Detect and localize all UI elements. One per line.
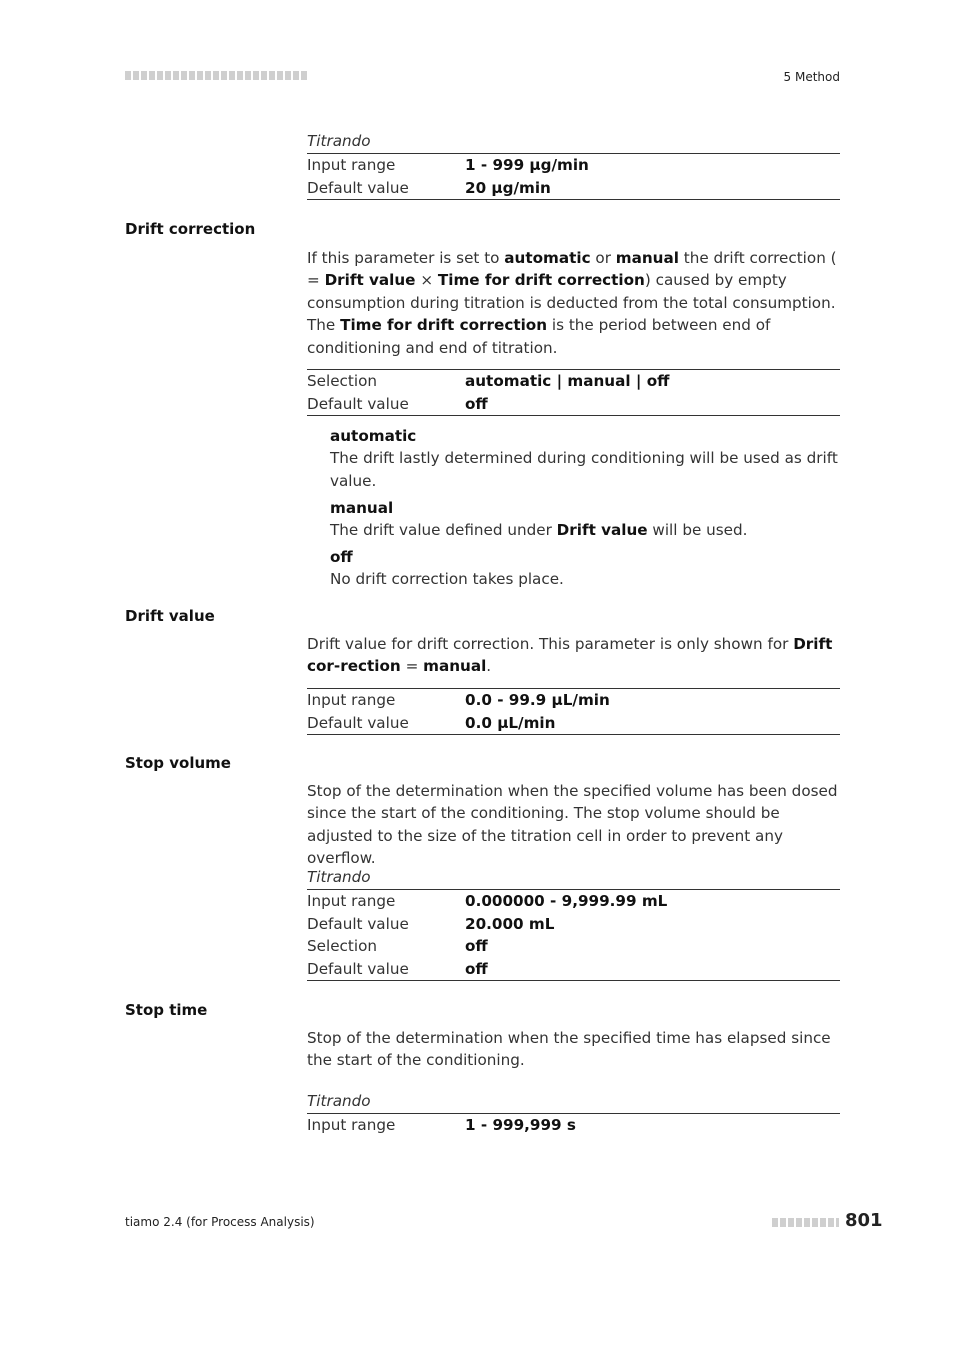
row-value: 20.000 mL bbox=[465, 914, 555, 933]
parameter-title-stop-volume: Stop volume bbox=[125, 754, 231, 772]
table-caption: Titrando bbox=[307, 132, 371, 150]
row-value: 1 - 999 µg/min bbox=[465, 154, 840, 177]
table-row bbox=[307, 913, 840, 936]
row-value: 0.000000 - 9,999.99 mL bbox=[465, 890, 840, 913]
row-value: off bbox=[465, 393, 840, 416]
table-row bbox=[307, 935, 840, 958]
row-key: Default value bbox=[307, 914, 409, 933]
row-key: Input range bbox=[307, 890, 465, 913]
stop-volume-description: Stop of the determination when the specified volume has been dosed since the start of the conditioning. The stop volume should be adjusted to the size of the titration cell in order to prevent any overflow. bbox=[307, 782, 838, 868]
drift-correction-table bbox=[307, 369, 840, 416]
table-row bbox=[307, 958, 840, 981]
row-value: 0.0 µL/min bbox=[465, 712, 840, 735]
stop-time-description: Stop of the determination when the specified time has elapsed since the start of the conditioning. bbox=[307, 1029, 831, 1070]
header-decoration bbox=[125, 71, 307, 80]
row-key: Default value bbox=[307, 393, 465, 416]
table-row bbox=[307, 890, 840, 913]
table-row bbox=[307, 1114, 840, 1137]
row-value: 0.0 - 99.9 µL/min bbox=[465, 689, 840, 712]
option-automatic bbox=[330, 425, 840, 492]
row-key: Default value bbox=[307, 958, 465, 981]
stop-volume-table bbox=[307, 867, 840, 981]
row-key: Input range bbox=[307, 154, 465, 177]
drift-value-description: Drift value for drift correction. This parameter is only shown for Drift cor-rection = manual. bbox=[307, 635, 833, 676]
table-row bbox=[307, 689, 840, 712]
row-value: 1 - 999,999 s bbox=[465, 1114, 840, 1137]
option-description: The drift value defined under Drift value will be used. bbox=[330, 521, 748, 540]
option-term: manual bbox=[330, 499, 394, 517]
parameter-title-drift-correction: Drift correction bbox=[125, 220, 256, 238]
footer-product-name: tiamo 2.4 (for Process Analysis) bbox=[125, 1215, 315, 1229]
row-value: 20 µg/min bbox=[465, 177, 840, 200]
row-value: off bbox=[465, 958, 840, 981]
top-parameter-table bbox=[307, 131, 840, 200]
row-value: automatic | manual | off bbox=[465, 370, 840, 393]
table-row bbox=[307, 177, 840, 200]
row-value: off bbox=[465, 937, 488, 955]
row-key: Default value bbox=[307, 712, 465, 735]
table-row bbox=[307, 712, 840, 735]
option-description: The drift lastly determined during conditioning will be used as drift value. bbox=[330, 449, 838, 490]
table-row bbox=[307, 393, 840, 416]
footer-decoration bbox=[772, 1218, 839, 1227]
table-row bbox=[307, 370, 840, 393]
drift-correction-description: If this parameter is set to automatic or manual the drift correction ( = Drift value × Time for drift correction) caused by empty consumption during titration is deducted from the total consumption. The Time for drift correction is the period between end of conditioning and end of titration. bbox=[307, 249, 837, 357]
row-key: Input range bbox=[307, 689, 465, 712]
table-row bbox=[307, 154, 840, 177]
option-term: off bbox=[330, 548, 353, 566]
running-header-section: 5 Method bbox=[783, 70, 840, 84]
option-manual bbox=[330, 497, 840, 542]
option-description: No drift correction takes place. bbox=[330, 570, 564, 589]
page-number: 801 bbox=[845, 1210, 883, 1231]
drift-value-table bbox=[307, 688, 840, 735]
row-key: Selection bbox=[307, 937, 377, 955]
parameter-title-drift-value: Drift value bbox=[125, 607, 215, 625]
option-off bbox=[330, 546, 840, 591]
row-key: Selection bbox=[307, 370, 465, 393]
option-term: automatic bbox=[330, 427, 417, 445]
row-key: Default value bbox=[307, 177, 465, 200]
stop-time-table bbox=[307, 1091, 840, 1137]
table-caption: Titrando bbox=[307, 1092, 371, 1110]
table-caption: Titrando bbox=[307, 868, 371, 886]
parameter-title-stop-time: Stop time bbox=[125, 1001, 208, 1019]
row-key: Input range bbox=[307, 1114, 465, 1137]
